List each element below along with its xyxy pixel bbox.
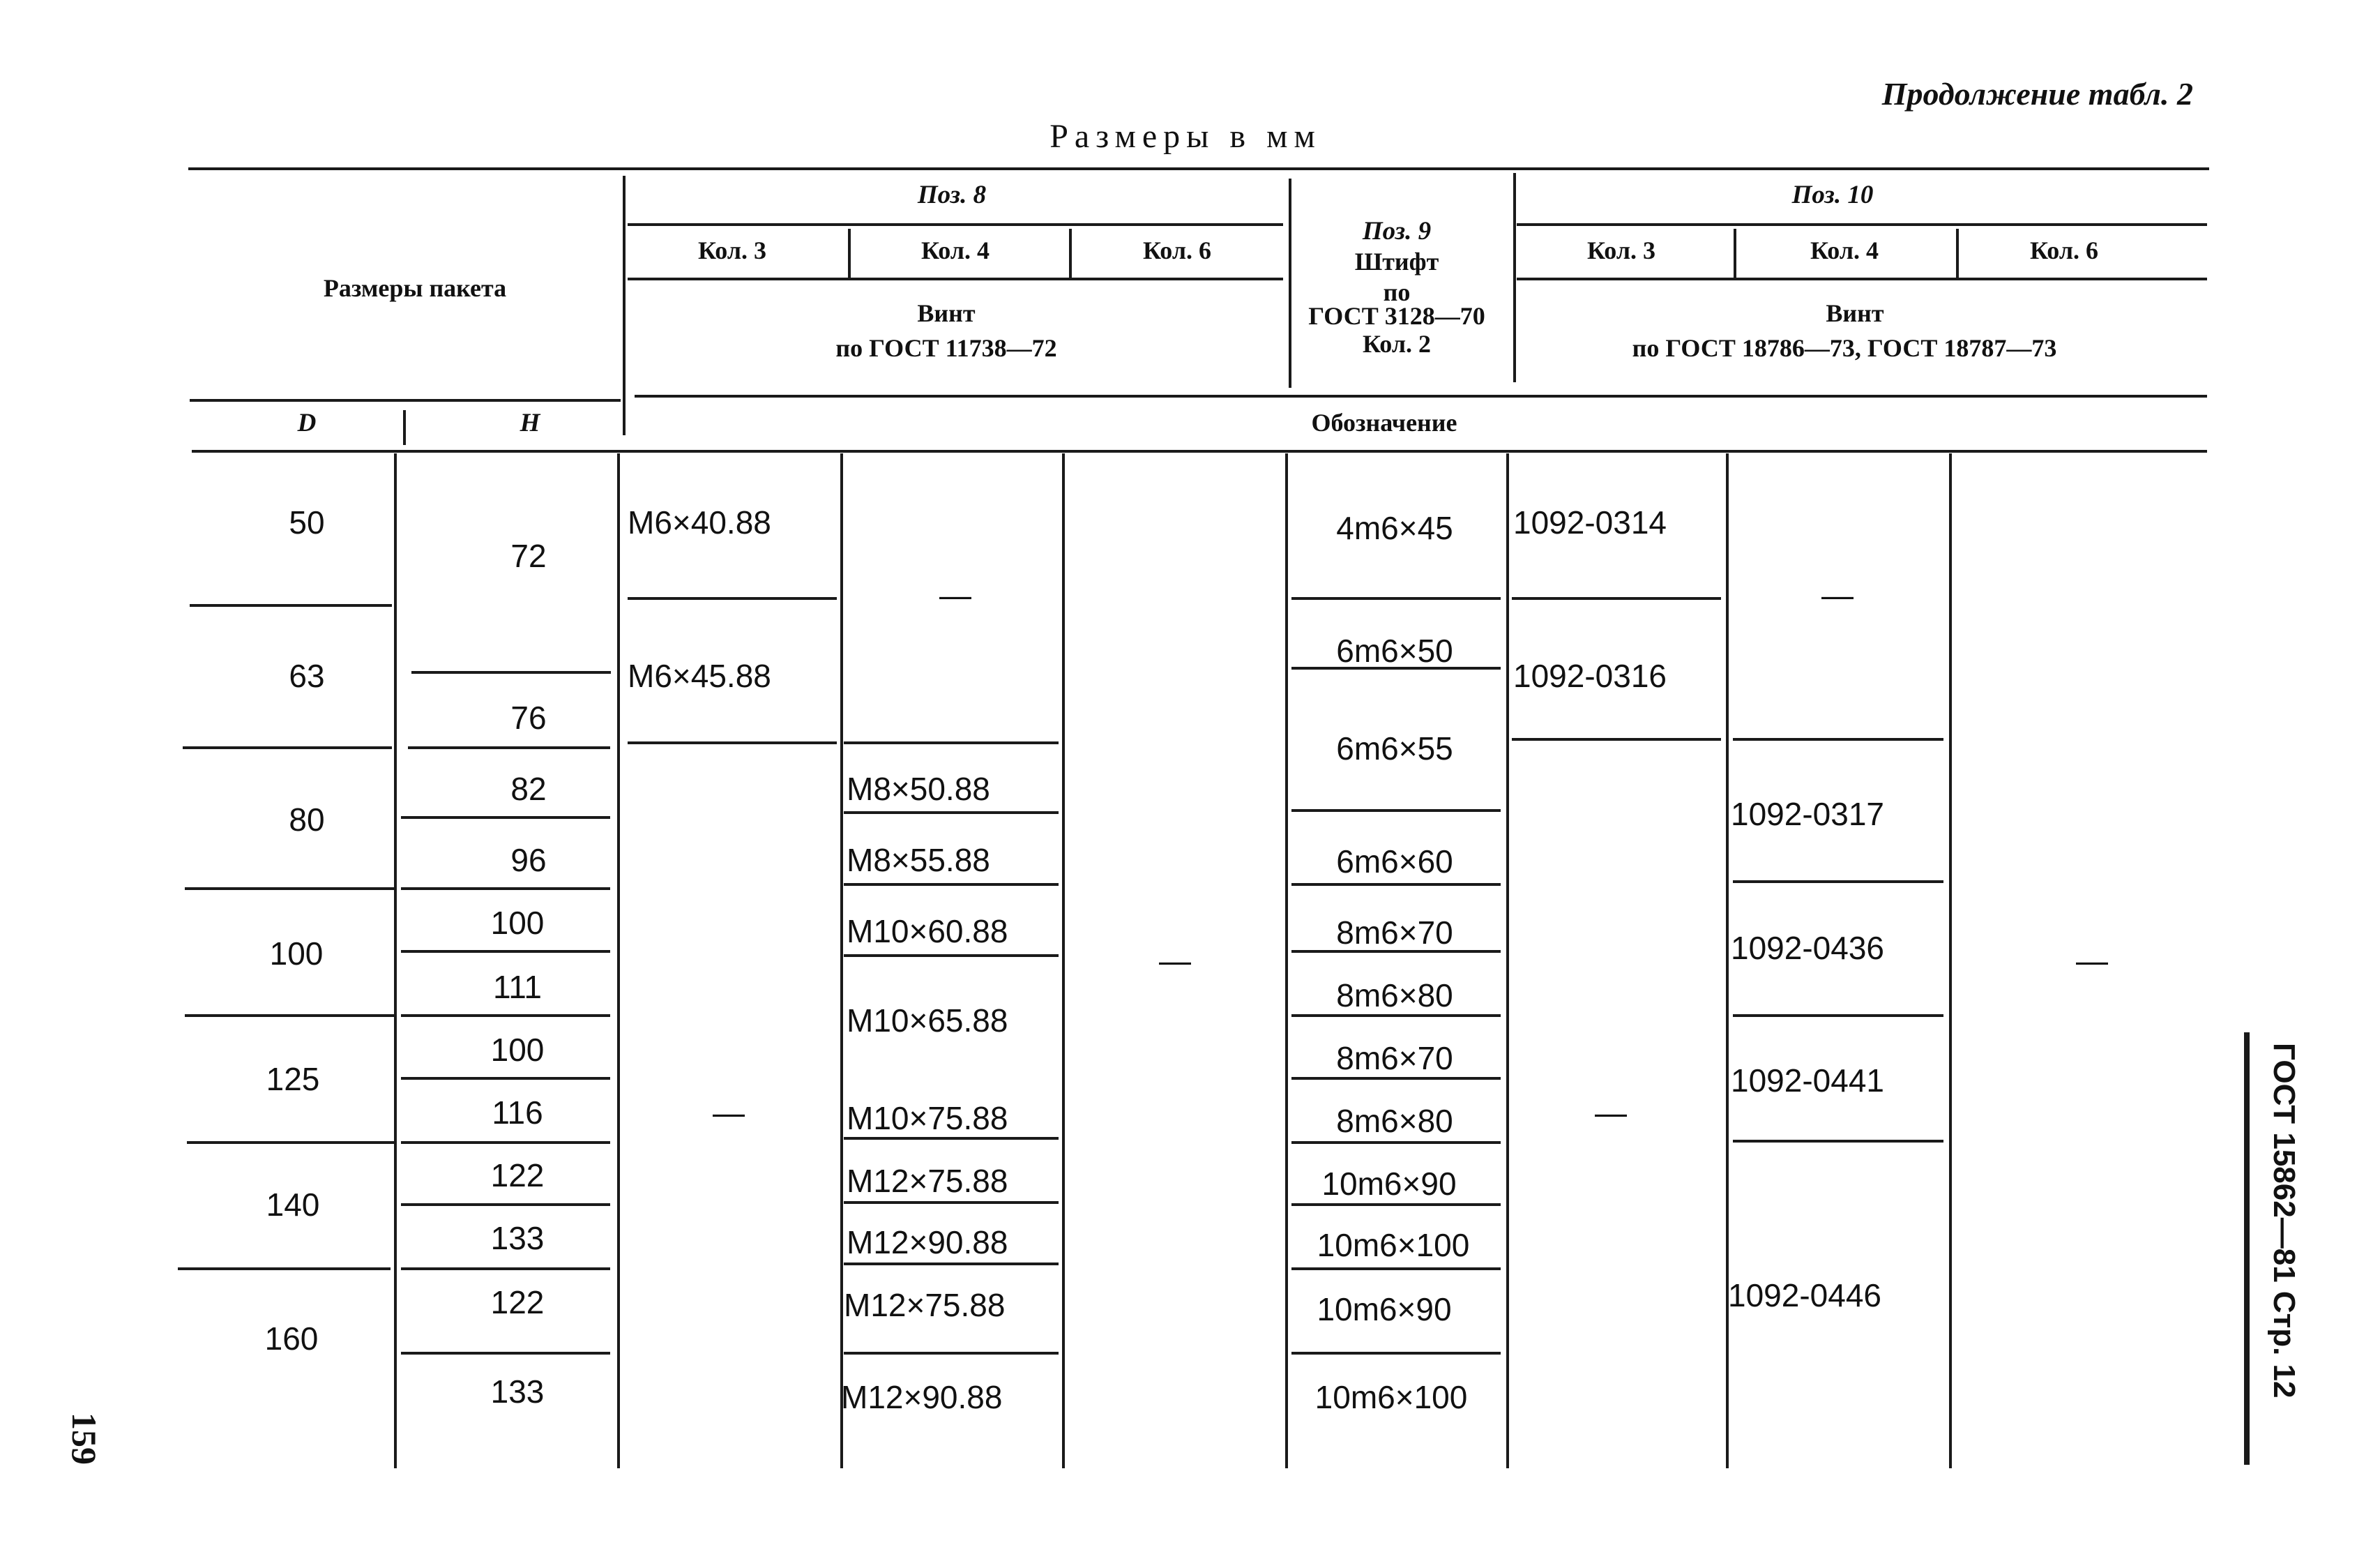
row-rule — [628, 597, 837, 600]
row-rule — [178, 1267, 391, 1270]
cell-pos9: 6m6×55 — [1336, 730, 1453, 767]
dash: — — [939, 577, 971, 613]
cell-d: 125 — [266, 1061, 320, 1097]
header-pos8: Поз. 8 — [917, 181, 987, 209]
column-divider — [1506, 453, 1509, 1468]
row-rule — [844, 1137, 1059, 1140]
row-rule — [844, 1201, 1059, 1204]
row-rule — [401, 950, 610, 953]
cell-pos9: 6m6×50 — [1336, 633, 1453, 669]
page-number: 159 — [65, 1412, 104, 1465]
row-rule — [1512, 738, 1721, 741]
cell-h: 111 — [493, 969, 542, 1005]
cell-pos8-kol4: M10×75.88 — [847, 1100, 1008, 1136]
cell-pos8-kol4: M8×55.88 — [847, 842, 990, 878]
dash: — — [1821, 577, 1854, 613]
column-divider — [1285, 453, 1288, 1468]
cell-pos8-kol4: M12×90.88 — [841, 1379, 1003, 1415]
header-divider — [848, 229, 851, 278]
row-rule — [844, 954, 1059, 957]
cell-pos9: 6m6×60 — [1336, 843, 1453, 880]
units-label: Размеры в мм — [1049, 118, 1321, 155]
header-divider — [1289, 179, 1291, 388]
table-caption: Продолжение табл. 2 — [1881, 76, 2193, 112]
row-rule — [190, 604, 392, 607]
row-rule — [1291, 1141, 1501, 1144]
cell-d: 80 — [289, 801, 325, 838]
cell-h: 133 — [490, 1220, 545, 1256]
row-rule — [844, 741, 1059, 744]
row-rule — [1291, 809, 1501, 812]
row-rule — [401, 1141, 610, 1144]
header-divider — [1956, 229, 1959, 278]
row-rule — [844, 883, 1059, 886]
cell-pos10-kol4: 1092-0436 — [1731, 930, 1884, 966]
cell-pos8-kol4: M8×50.88 — [847, 771, 990, 807]
cell-d: 160 — [264, 1320, 319, 1357]
header-pos9-line: по — [1383, 278, 1411, 306]
row-rule — [401, 1267, 610, 1270]
cell-pos9: 8m6×70 — [1336, 914, 1453, 951]
row-rule — [401, 887, 610, 890]
cell-pos8-kol4: M10×60.88 — [847, 913, 1008, 949]
dash: — — [1159, 942, 1191, 979]
row-rule — [1733, 1014, 1943, 1017]
header-divider — [1069, 229, 1072, 278]
header-pos10-standard: по ГОСТ 18786—73, ГОСТ 18787—73 — [1632, 334, 2057, 362]
row-rule — [1291, 597, 1501, 600]
cell-pos8-kol4: M10×65.88 — [847, 1002, 1008, 1039]
header-pos10-kol4: Кол. 4 — [1810, 236, 1879, 264]
header-package-sizes: Размеры пакета — [323, 274, 507, 302]
row-rule — [408, 746, 610, 749]
header-divider — [1734, 229, 1736, 278]
cell-pos9: 10m6×90 — [1317, 1291, 1452, 1327]
column-divider — [617, 453, 620, 1468]
table-top-rule — [188, 167, 2209, 170]
cell-pos10-kol3: 1092-0316 — [1513, 658, 1667, 694]
header-pos8-vint: Винт — [917, 299, 976, 327]
cell-h: 100 — [490, 905, 545, 941]
header-pos8-kol4: Кол. 4 — [920, 236, 990, 264]
row-rule — [401, 1352, 610, 1355]
cell-h: 96 — [510, 842, 547, 878]
dash: — — [1595, 1094, 1627, 1131]
cell-pos10-kol4: 1092-0446 — [1728, 1277, 1881, 1313]
cell-pos9: 10m6×100 — [1317, 1227, 1470, 1263]
dash: — — [2076, 942, 2108, 979]
cell-h: 76 — [510, 700, 547, 736]
cell-h: 133 — [490, 1373, 545, 1410]
side-rule — [2244, 1032, 2250, 1465]
header-pos9-line: Кол. 2 — [1362, 330, 1432, 358]
header-pos8-standard: по ГОСТ 11738—72 — [835, 334, 1057, 362]
cell-pos9: 4m6×45 — [1336, 510, 1453, 546]
row-rule — [185, 887, 394, 890]
header-pos8-kol3: Кол. 3 — [697, 236, 767, 264]
cell-pos9: 8m6×80 — [1336, 1103, 1453, 1139]
cell-pos9: 8m6×70 — [1336, 1040, 1453, 1076]
row-rule — [1291, 1014, 1501, 1017]
cell-pos10-kol3: 1092-0314 — [1513, 504, 1667, 541]
header-rule — [628, 223, 1283, 226]
cell-pos10-kol4: 1092-0441 — [1731, 1062, 1884, 1099]
header-pos8-kol6: Кол. 6 — [1142, 236, 1212, 264]
row-rule — [1733, 880, 1943, 883]
row-rule — [1291, 1077, 1501, 1080]
row-rule — [187, 1141, 394, 1144]
cell-h: 122 — [490, 1157, 545, 1193]
cell-d: 100 — [269, 935, 324, 972]
header-pos9-line: Поз. 9 — [1362, 217, 1432, 246]
header-rule — [1517, 278, 2207, 280]
header-pos10-vint: Винт — [1826, 299, 1884, 327]
row-rule — [401, 1203, 610, 1206]
column-divider — [394, 453, 397, 1468]
row-rule — [1512, 597, 1721, 600]
row-rule — [1291, 883, 1501, 886]
header-pos10-kol6: Кол. 6 — [2029, 236, 2099, 264]
dash: — — [713, 1094, 745, 1131]
row-rule — [401, 1014, 610, 1017]
cell-d: 50 — [289, 504, 325, 541]
cell-d: 140 — [266, 1186, 320, 1223]
header-divider — [1513, 173, 1516, 382]
cell-pos8-kol4: M12×75.88 — [844, 1287, 1006, 1323]
header-pos10-kol3: Кол. 3 — [1586, 236, 1656, 264]
row-rule — [844, 1263, 1059, 1265]
header-bottom-rule — [192, 450, 2207, 453]
header-pos10: Поз. 10 — [1791, 181, 1874, 209]
side-label: ГОСТ 15862—81 Стр. 12 — [2267, 1043, 2301, 1399]
column-divider — [1062, 453, 1065, 1468]
header-col-h: H — [520, 409, 540, 437]
cell-h: 100 — [490, 1032, 545, 1068]
header-designation: Обозначение — [1311, 409, 1457, 437]
cell-pos8-kol4: M12×75.88 — [847, 1163, 1008, 1199]
cell-h: 72 — [510, 538, 547, 574]
cell-pos8-kol3: M6×45.88 — [628, 658, 771, 694]
row-rule — [401, 816, 610, 819]
row-rule — [1733, 738, 1943, 741]
row-rule — [1291, 1352, 1501, 1355]
header-divider — [623, 176, 626, 435]
header-rule — [635, 395, 2207, 398]
row-rule — [411, 671, 611, 674]
cell-pos8-kol3: M6×40.88 — [628, 504, 771, 541]
column-divider — [1726, 453, 1729, 1468]
row-rule — [185, 1014, 394, 1017]
row-rule — [183, 746, 392, 749]
cell-d: 63 — [289, 658, 325, 694]
cell-pos9: 10m6×100 — [1314, 1379, 1468, 1415]
header-divider — [403, 410, 406, 445]
row-rule — [844, 811, 1059, 814]
row-rule — [1291, 1267, 1501, 1270]
header-pos9-line: ГОСТ 3128—70 — [1308, 302, 1485, 330]
cell-pos8-kol4: M12×90.88 — [847, 1224, 1008, 1260]
column-divider — [1949, 453, 1952, 1468]
row-rule — [1291, 1203, 1501, 1206]
cell-h: 82 — [510, 771, 547, 807]
header-rule — [190, 399, 621, 402]
row-rule — [1733, 1140, 1943, 1143]
cell-pos9: 8m6×80 — [1336, 977, 1453, 1013]
column-divider — [840, 453, 843, 1468]
row-rule — [844, 1352, 1059, 1355]
header-rule — [628, 278, 1283, 280]
cell-pos9: 10m6×90 — [1321, 1166, 1457, 1202]
header-rule — [1517, 223, 2207, 226]
cell-h: 122 — [490, 1284, 545, 1320]
row-rule — [628, 741, 837, 744]
header-pos9-line: Штифт — [1354, 248, 1439, 276]
cell-h: 116 — [492, 1094, 543, 1131]
cell-pos10-kol4: 1092-0317 — [1731, 796, 1884, 832]
row-rule — [401, 1077, 610, 1080]
header-col-d: D — [297, 409, 317, 437]
